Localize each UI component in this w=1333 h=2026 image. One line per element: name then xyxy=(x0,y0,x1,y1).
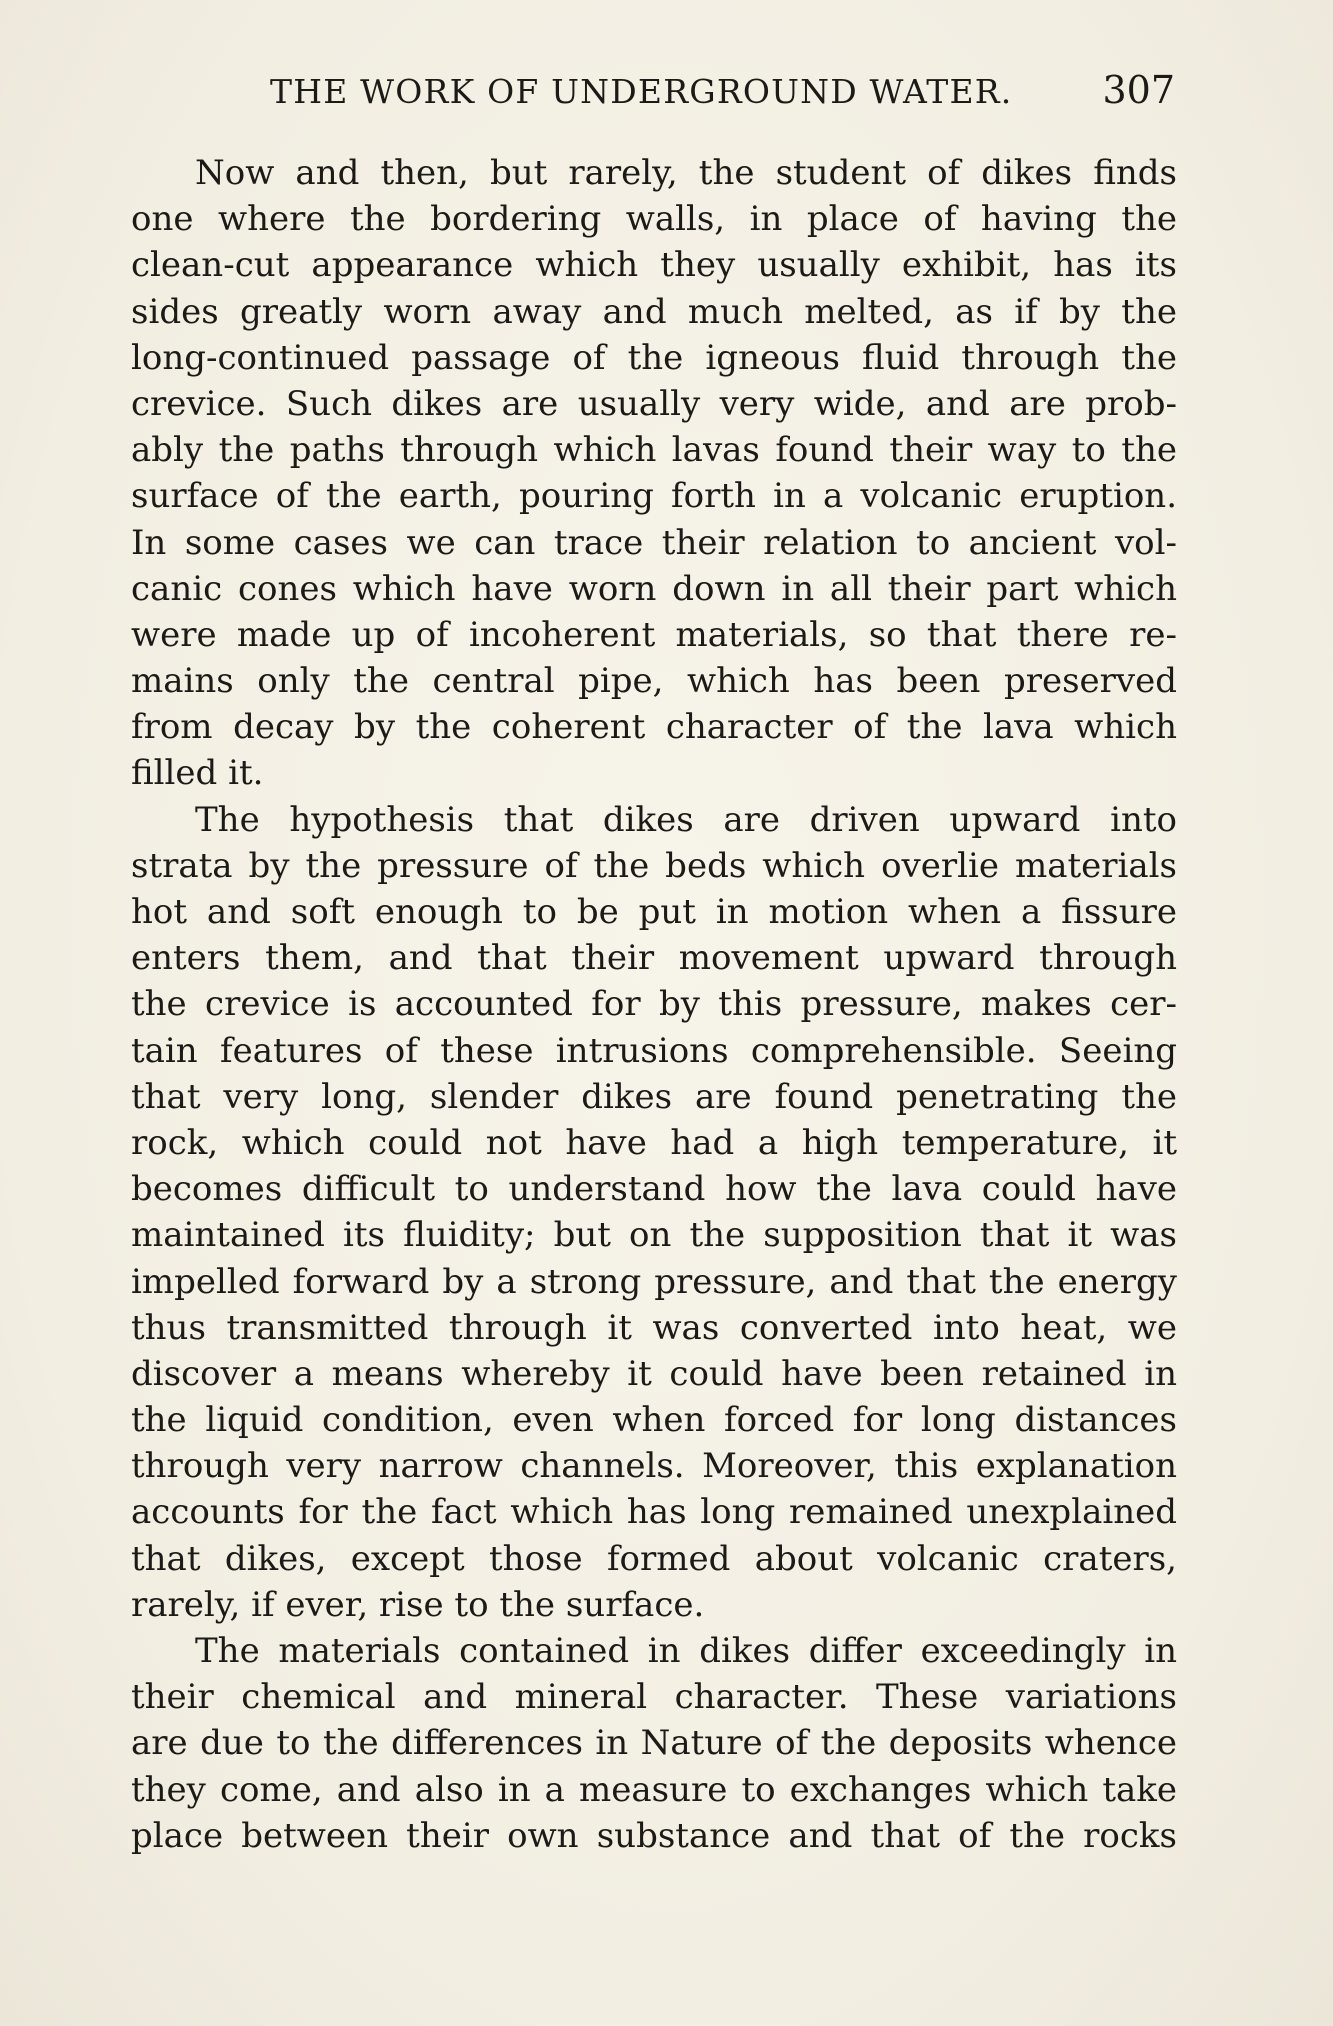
text-line: The materials contained in dikes differ exceedingly in xyxy=(195,1631,1177,1671)
text-line: from decay by the coherent character of the lava which xyxy=(131,707,1177,748)
paragraph xyxy=(131,150,1177,797)
text-line: one where the bordering walls, in place of having the xyxy=(131,199,1177,240)
text-line: that very long, slender dikes are found penetrating the xyxy=(131,1076,1177,1117)
text-line: crevice. Such dikes are usually very wide, and are prob- xyxy=(131,383,1177,424)
text-line: were made up of incoherent materials, so that there re- xyxy=(131,614,1177,655)
text-line: Now and then, but rarely, the student of dikes finds xyxy=(195,153,1177,193)
text-line: long-continued passage of the igneous fluid through the xyxy=(131,337,1177,378)
text-line: strata by the pressure of the beds which overlie materials xyxy=(131,845,1177,886)
text-line: In some cases we can trace their relation to ancient vol- xyxy=(131,522,1177,563)
text-line: rarely, if ever, rise to the surface. xyxy=(131,1584,705,1625)
text-line: accounts for the fact which has long remained unexplained xyxy=(131,1492,1177,1533)
text-line: ably the paths through which lavas found their way to the xyxy=(131,430,1177,471)
text-line: their chemical and mineral character. These variations xyxy=(131,1677,1177,1718)
text-line: The hypothesis that dikes are driven upward into xyxy=(195,799,1177,840)
text-line: sides greatly worn away and much melted, as if by the xyxy=(131,291,1177,332)
text-line: the crevice is accounted for by this pressure, makes cer- xyxy=(131,984,1177,1025)
text-line: discover a means whereby it could have been retained in xyxy=(131,1353,1177,1394)
text-line: surface of the earth, pouring forth in a volcanic eruption. xyxy=(131,476,1177,517)
text-line: they come, and also in a measure to exchanges which take xyxy=(131,1769,1177,1810)
text-line: that dikes, except those formed about volcanic craters, xyxy=(131,1538,1177,1579)
text-line: hot and soft enough to be put in motion when a fissure xyxy=(131,892,1177,932)
body-text xyxy=(131,150,1177,1859)
text-line: clean-cut appearance which they usually exhibit, has its xyxy=(131,245,1177,286)
text-line: mains only the central pipe, which has been preserved xyxy=(131,661,1177,702)
text-line: are due to the differences in Nature of the deposits whence xyxy=(131,1723,1177,1764)
text-line: maintained its fluidity; but on the supposition that it was xyxy=(131,1215,1177,1256)
text-line: impelled forward by a strong pressure, and that the energy xyxy=(131,1261,1177,1302)
text-line: enters them, and that their movement upward through xyxy=(131,938,1177,979)
text-line: canic cones which have worn down in all their part which xyxy=(131,568,1177,609)
running-head xyxy=(130,64,1175,124)
text-line: place between their own substance and that of the rocks xyxy=(131,1815,1177,1856)
paragraph xyxy=(131,1628,1177,1859)
text-line: through very narrow channels. Moreover, this explanation xyxy=(131,1446,1177,1487)
paragraph xyxy=(131,797,1177,1628)
text-line: becomes difficult to understand how the lava could have xyxy=(131,1169,1177,1210)
text-line: thus transmitted through it was converted into heat, we xyxy=(131,1307,1177,1348)
text-line: tain features of these intrusions comprehensible. Seeing xyxy=(131,1030,1177,1071)
text-line: filled it. xyxy=(131,753,264,794)
text-line: rock, which could not have had a high temperature, it xyxy=(131,1122,1177,1163)
page-number: 307 xyxy=(1102,68,1175,112)
text-line: the liquid condition, even when forced for long distances xyxy=(131,1400,1177,1441)
running-head-title: THE WORK OF UNDERGROUND WATER. xyxy=(270,72,1013,111)
